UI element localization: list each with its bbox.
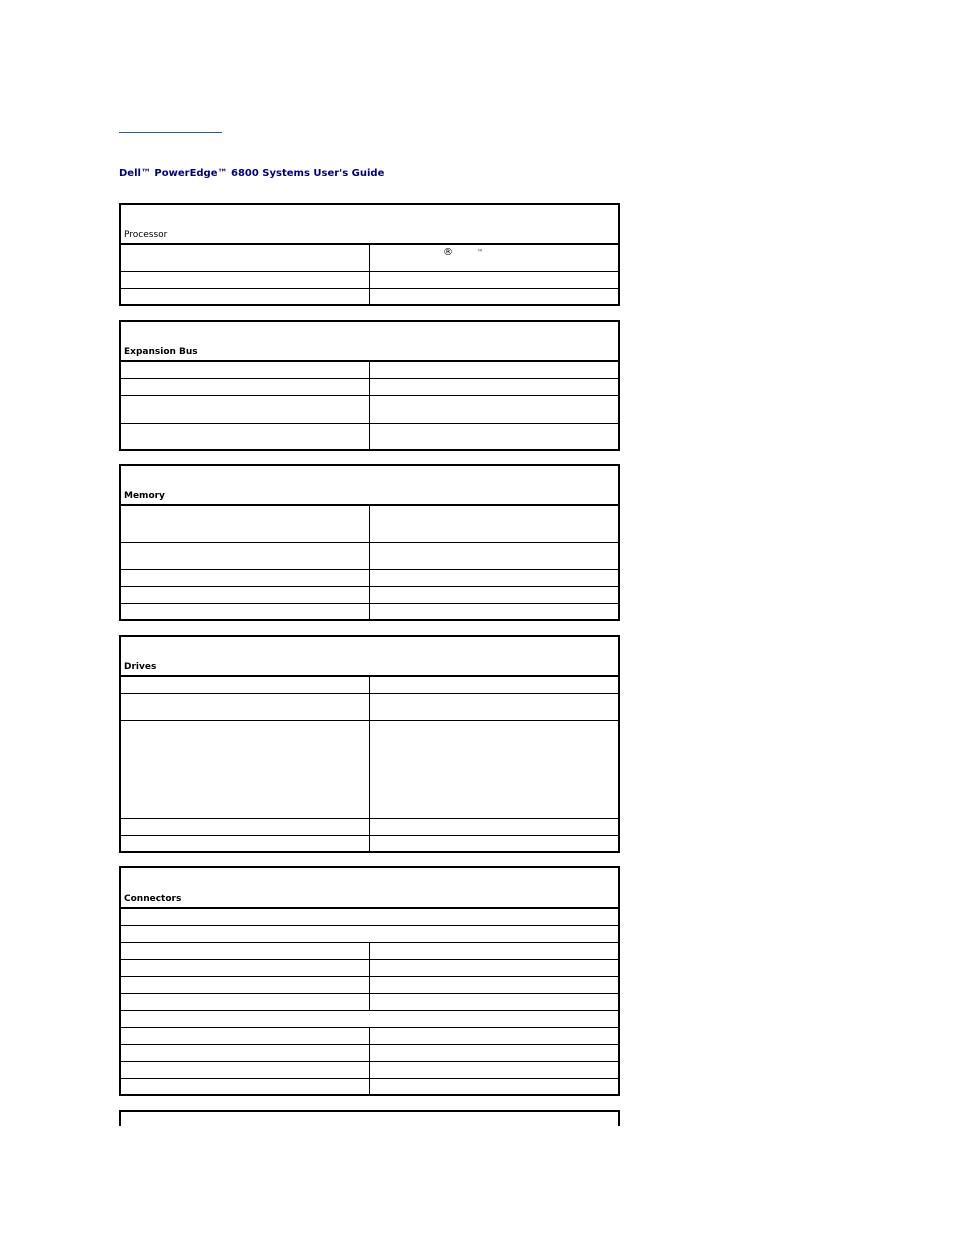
table-cell [120,603,370,620]
table-cell [370,818,620,835]
connectors-header: Connectors [120,867,619,908]
table-cell [370,271,620,288]
back-to-contents-link[interactable] [119,120,222,133]
table-cell [120,720,370,818]
table-cell [120,505,370,542]
table-cell [120,693,370,720]
document-title: Dell™ PowerEdge™ 6800 Systems User's Guide [119,168,385,179]
expansion-bus-header: Expansion Bus [120,321,619,361]
memory-header: Memory [120,465,619,505]
table-cell [370,959,620,976]
drives-table [119,635,620,853]
memory-table [119,464,620,621]
table-cell [120,908,619,925]
table-cell [120,925,619,942]
table-cell [120,818,370,835]
table-cell [370,993,620,1010]
table-cell [120,942,370,959]
table-cell [370,505,620,542]
expansion-bus-table [119,320,620,451]
table-cell [120,542,370,569]
table-cell [370,395,620,423]
table-cell [120,1044,370,1061]
table-cell [370,720,620,818]
table-cell [370,1078,620,1095]
table-cell [120,271,370,288]
table-cell [370,542,620,569]
table-cell [370,976,620,993]
table-cell [370,942,620,959]
table-cell [370,244,620,271]
table-cell [370,569,620,586]
table-cell [370,1061,620,1078]
processor-header: Processor [120,204,619,244]
table-cell [120,835,370,852]
next-table-top-edge [119,1110,620,1126]
table-cell [120,244,370,271]
table-cell [120,976,370,993]
table-cell [120,1078,370,1095]
table-cell [120,959,370,976]
table-cell [370,1044,620,1061]
table-cell [370,835,620,852]
table-cell [370,676,620,693]
table-cell [120,423,370,450]
table-cell [370,586,620,603]
table-cell [120,378,370,395]
trademark-mark: ™ [477,249,483,256]
table-cell [370,423,620,450]
table-cell [370,693,620,720]
table-cell [120,395,370,423]
table-cell [370,603,620,620]
table-cell [120,1027,370,1044]
registered-mark: ® [443,247,453,258]
connectors-table [119,866,620,1096]
table-cell [120,569,370,586]
table-cell [120,586,370,603]
table-cell [370,361,620,378]
table-cell [120,288,370,305]
table-cell [120,676,370,693]
table-cell [370,378,620,395]
table-cell [120,1010,619,1027]
table-cell [370,1027,620,1044]
drives-header: Drives [120,636,619,676]
processor-table [119,203,620,306]
table-cell [120,1061,370,1078]
table-cell [120,993,370,1010]
table-cell [120,361,370,378]
table-cell [370,288,620,305]
